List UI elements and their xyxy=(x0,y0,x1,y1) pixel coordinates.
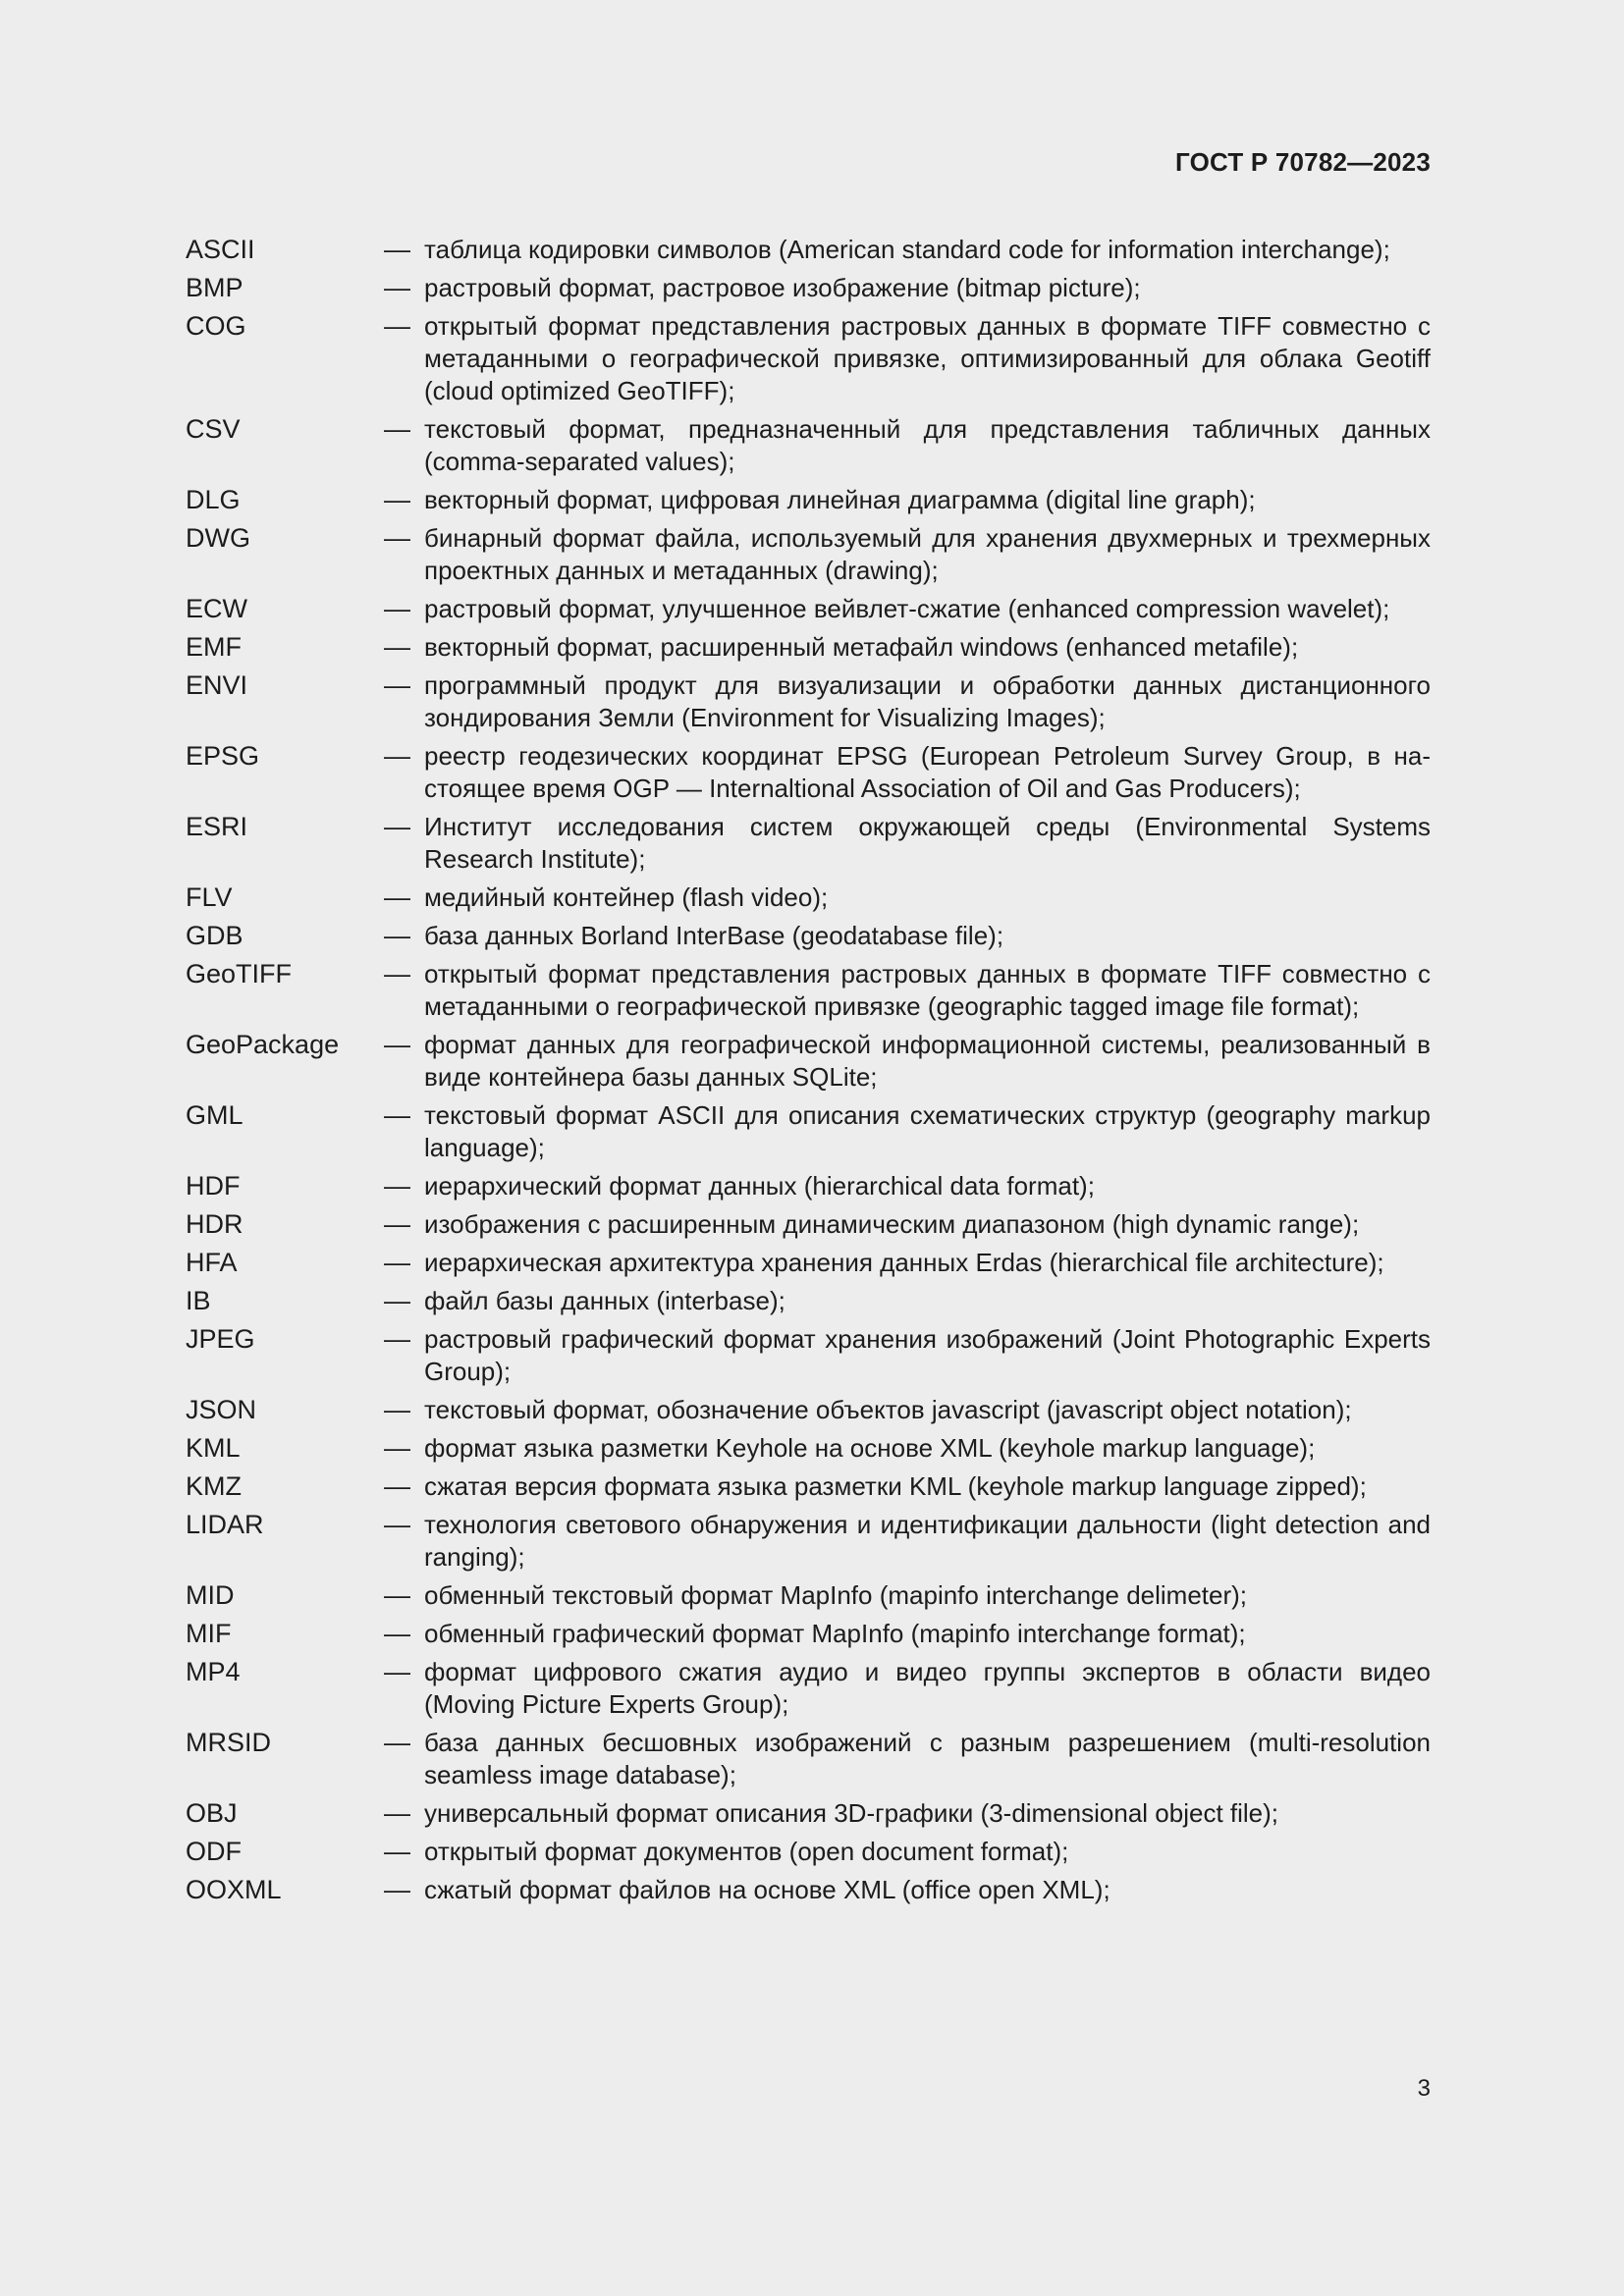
abbreviation-term: BMP xyxy=(186,273,244,302)
abbreviation-term: JPEG xyxy=(186,1324,255,1354)
dash-separator: — xyxy=(384,921,410,950)
abbreviation-definition: векторный формат, расширенный метафайл windows (enhanced metafile); xyxy=(424,632,1299,662)
abbreviation-entry xyxy=(186,1170,1431,1202)
abbreviation-term: EMF xyxy=(186,632,242,662)
dash-separator: — xyxy=(384,1286,410,1315)
abbreviation-definition: текстовый формат, предназначенный для представления табличных данных (comma-separated values); xyxy=(424,414,1431,476)
abbreviation-entry xyxy=(186,1394,1431,1426)
abbreviation-definition: программный продукт для визуализации и обработки данных дистанционного зондирования Земли (Environment for Visualizing Images); xyxy=(424,670,1431,732)
abbreviation-definition: иерархический формат данных (hierarchical data format); xyxy=(424,1171,1095,1201)
abbreviation-definition: изображения с расширенным динамическим диапазоном (high dynamic range); xyxy=(424,1209,1360,1239)
abbreviation-definition: текстовый формат, обозначение объектов javascript (javascript object notation); xyxy=(424,1395,1352,1424)
abbreviation-term: MRSID xyxy=(186,1728,271,1757)
abbreviation-entry xyxy=(186,881,1431,914)
dash-separator: — xyxy=(384,959,410,988)
dash-separator: — xyxy=(384,882,410,912)
abbreviation-definition: открытый формат документов (open document format); xyxy=(424,1837,1069,1866)
abbreviation-term: GeoPackage xyxy=(186,1030,340,1059)
abbreviation-term: IB xyxy=(186,1286,211,1315)
abbreviation-definition: медийный контейнер (flash video); xyxy=(424,882,829,912)
abbreviation-entry xyxy=(186,484,1431,516)
abbreviation-entry xyxy=(186,1509,1431,1574)
dash-separator: — xyxy=(384,812,410,841)
dash-separator: — xyxy=(384,632,410,662)
abbreviation-entry xyxy=(186,413,1431,478)
abbreviation-entry xyxy=(186,1323,1431,1388)
abbreviation-entry xyxy=(186,920,1431,952)
abbreviation-term: GDB xyxy=(186,921,244,950)
dash-separator: — xyxy=(384,594,410,623)
dash-separator: — xyxy=(384,273,410,302)
abbreviation-entry xyxy=(186,1874,1431,1906)
dash-separator: — xyxy=(384,1171,410,1201)
abbreviation-entry xyxy=(186,310,1431,407)
abbreviation-term: KML xyxy=(186,1433,241,1463)
abbreviation-definition: растровый формат, улучшенное вейвлет-сжатие (enhanced compression wavelet); xyxy=(424,594,1390,623)
abbreviation-entry xyxy=(186,1432,1431,1465)
abbreviation-term: GML xyxy=(186,1100,244,1130)
abbreviation-term: CSV xyxy=(186,414,241,444)
abbreviation-definition: сжатая версия формата языка разметки KML (keyhole markup language zipped); xyxy=(424,1471,1367,1501)
abbreviation-definition: таблица кодировки символов (American standard code for information interchange); xyxy=(424,235,1390,264)
abbreviation-definition: бинарный формат файла, используемый для хранения двухмерных и трехмерных проектных данных и метаданных (drawing); xyxy=(424,523,1431,585)
abbreviation-term: HDR xyxy=(186,1209,244,1239)
abbreviation-definition: база данных бесшовных изображений с разным разрешением (multi-resolution seamless image database); xyxy=(424,1728,1431,1789)
abbreviation-definition: база данных Borland InterBase (geodatabase file); xyxy=(424,921,1004,950)
abbreviation-entry xyxy=(186,958,1431,1023)
abbreviation-term: COG xyxy=(186,311,246,341)
abbreviation-term: HDF xyxy=(186,1171,241,1201)
abbreviation-entry xyxy=(186,811,1431,876)
abbreviation-definition: формат цифрового сжатия аудио и видео группы экспертов в области видео (Moving Picture Experts Group); xyxy=(424,1657,1431,1719)
abbreviation-definition: формат данных для географической информационной системы, реализованный в виде контейнера базы данных SQLite; xyxy=(424,1030,1431,1092)
abbreviation-definition: текстовый формат ASCII для описания схематических структур (geography markup language); xyxy=(424,1100,1431,1162)
abbreviation-definition: растровый формат, растровое изображение (bitmap picture); xyxy=(424,273,1141,302)
abbreviation-term: KMZ xyxy=(186,1471,242,1501)
abbreviation-entry xyxy=(186,1656,1431,1721)
abbreviation-term: ESRI xyxy=(186,812,248,841)
dash-separator: — xyxy=(384,1837,410,1866)
abbreviation-term: MIF xyxy=(186,1619,232,1648)
dash-separator: — xyxy=(384,1471,410,1501)
abbreviation-term: ODF xyxy=(186,1837,242,1866)
abbreviation-definition: векторный формат, цифровая линейная диаграмма (digital line graph); xyxy=(424,485,1256,514)
abbreviation-entry xyxy=(186,669,1431,734)
abbreviation-definition: растровый графический формат хранения изображений (Joint Photographic Experts Group); xyxy=(424,1324,1431,1386)
abbreviation-definition: открытый формат представления растровых данных в формате TIFF совместно с метаданными о географической привязке, оптимизированный для облака Geotiff (cloud optimized GeoTIFF); xyxy=(424,311,1431,405)
document-id-header: ГОСТ Р 70782—2023 xyxy=(1175,147,1431,177)
dash-separator: — xyxy=(384,1510,410,1539)
abbreviation-entry xyxy=(186,1727,1431,1791)
abbreviation-definition: файл базы данных (interbase); xyxy=(424,1286,785,1315)
abbreviation-entry xyxy=(186,234,1431,266)
dash-separator: — xyxy=(384,1248,410,1277)
abbreviation-term: ASCII xyxy=(186,235,255,264)
dash-separator: — xyxy=(384,485,410,514)
abbreviation-entry xyxy=(186,1797,1431,1830)
abbreviation-term: FLV xyxy=(186,882,233,912)
dash-separator: — xyxy=(384,1030,410,1059)
dash-separator: — xyxy=(384,1657,410,1686)
dash-separator: — xyxy=(384,670,410,700)
dash-separator: — xyxy=(384,414,410,444)
abbreviation-term: ENVI xyxy=(186,670,248,700)
abbreviation-definition: технология светового обнаружения и идентификации дальности (light detection and ranging); xyxy=(424,1510,1431,1572)
abbreviation-entry xyxy=(186,1285,1431,1317)
abbreviation-entry xyxy=(186,740,1431,805)
abbreviation-definition: Институт исследования систем окружающей среды (Environmental Systems Research Institute); xyxy=(424,812,1431,874)
abbreviation-entry xyxy=(186,272,1431,304)
abbreviation-definition: иерархическая архитектура хранения данных Erdas (hierarchical file architecture); xyxy=(424,1248,1384,1277)
abbreviation-definition: универсальный формат описания 3D-графики (3-dimensional object file); xyxy=(424,1798,1279,1828)
dash-separator: — xyxy=(384,1875,410,1904)
dash-separator: — xyxy=(384,1580,410,1610)
abbreviation-list xyxy=(186,234,1431,1912)
dash-separator: — xyxy=(384,523,410,553)
dash-separator: — xyxy=(384,1100,410,1130)
dash-separator: — xyxy=(384,1728,410,1757)
abbreviation-entry xyxy=(186,1029,1431,1094)
dash-separator: — xyxy=(384,235,410,264)
dash-separator: — xyxy=(384,311,410,341)
dash-separator: — xyxy=(384,1324,410,1354)
abbreviation-term: MP4 xyxy=(186,1657,241,1686)
abbreviation-entry xyxy=(186,1579,1431,1612)
abbreviation-definition: формат языка разметки Keyhole на основе XML (keyhole markup language); xyxy=(424,1433,1316,1463)
dash-separator: — xyxy=(384,1209,410,1239)
abbreviation-term: LIDAR xyxy=(186,1510,264,1539)
abbreviation-entry xyxy=(186,522,1431,587)
abbreviation-definition: обменный графический формат MapInfo (mapinfo interchange format); xyxy=(424,1619,1246,1648)
dash-separator: — xyxy=(384,741,410,771)
abbreviation-entry xyxy=(186,593,1431,625)
abbreviation-definition: открытый формат представления растровых данных в формате TIFF совместно с метаданными о географической привязке (geographic tagged image file format); xyxy=(424,959,1431,1021)
dash-separator: — xyxy=(384,1395,410,1424)
abbreviation-entry xyxy=(186,1470,1431,1503)
abbreviation-term: OOXML xyxy=(186,1875,282,1904)
abbreviation-term: ECW xyxy=(186,594,247,623)
abbreviation-entry xyxy=(186,1618,1431,1650)
abbreviation-term: DWG xyxy=(186,523,250,553)
abbreviation-definition: реестр геодезических координат EPSG (European Petroleum Survey Group, в настоящее время OGP — Internaltional Association of Oil and Gas Producers); xyxy=(424,741,1431,803)
abbreviation-term: DLG xyxy=(186,485,241,514)
abbreviation-definition: сжатый формат файлов на основе XML (office open XML); xyxy=(424,1875,1110,1904)
abbreviation-term: JSON xyxy=(186,1395,257,1424)
abbreviation-term: EPSG xyxy=(186,741,260,771)
abbreviation-entry xyxy=(186,1836,1431,1868)
abbreviation-definition: обменный текстовый формат MapInfo (mapinfo interchange delimeter); xyxy=(424,1580,1248,1610)
abbreviation-entry xyxy=(186,1099,1431,1164)
abbreviation-term: OBJ xyxy=(186,1798,238,1828)
abbreviation-term: MID xyxy=(186,1580,235,1610)
abbreviation-entry xyxy=(186,1247,1431,1279)
abbreviation-term: HFA xyxy=(186,1248,238,1277)
abbreviation-entry xyxy=(186,1208,1431,1241)
page-number: 3 xyxy=(1417,2075,1431,2102)
abbreviation-entry xyxy=(186,631,1431,664)
dash-separator: — xyxy=(384,1619,410,1648)
dash-separator: — xyxy=(384,1798,410,1828)
abbreviation-term: GeoTIFF xyxy=(186,959,293,988)
dash-separator: — xyxy=(384,1433,410,1463)
